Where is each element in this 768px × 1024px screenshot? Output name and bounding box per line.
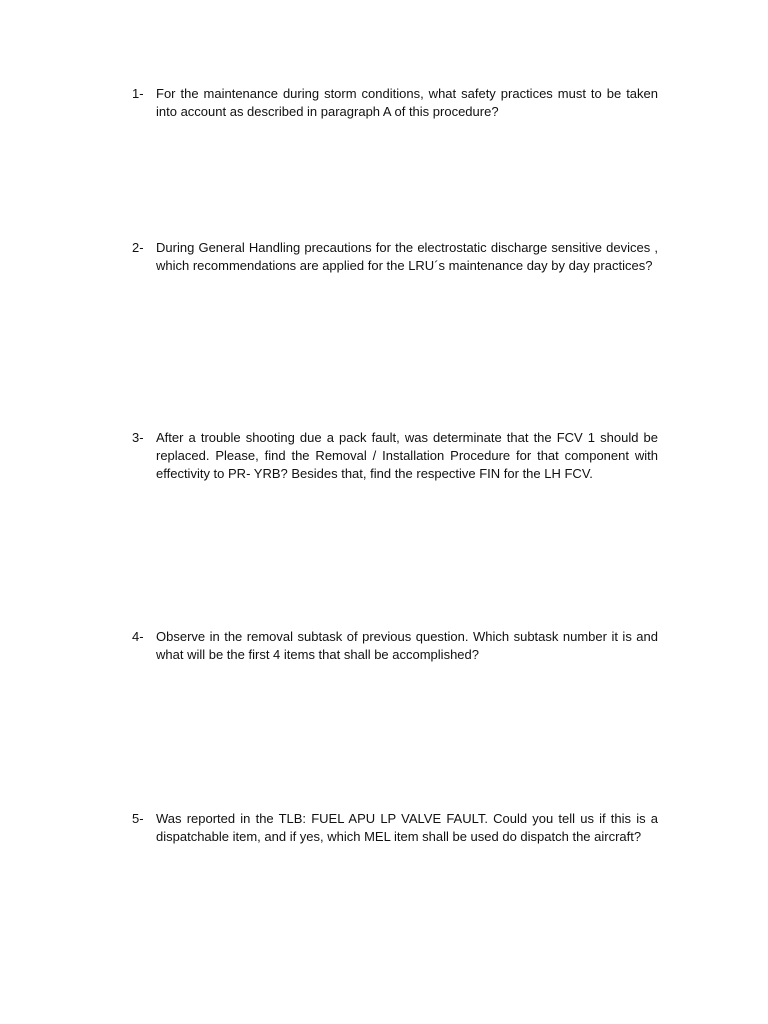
question-3 bbox=[132, 429, 658, 483]
question-2 bbox=[132, 239, 658, 275]
question-text: During General Handling precautions for the electrostatic discharge sensitive devices , which recommendations are applied for the LRU´s maintenance day by day practices? bbox=[156, 240, 658, 273]
question-number: 2- bbox=[132, 240, 144, 255]
question-number: 4- bbox=[132, 629, 144, 644]
question-4 bbox=[132, 628, 658, 664]
question-number: 5- bbox=[132, 811, 144, 826]
question-number: 1- bbox=[132, 86, 144, 101]
question-5 bbox=[132, 810, 658, 846]
question-text: For the maintenance during storm conditions, what safety practices must to be taken into account as described in paragraph A of this procedure? bbox=[156, 86, 658, 119]
question-text: After a trouble shooting due a pack fault, was determinate that the FCV 1 should be replaced. Please, find the Removal / Installation Procedure for that component with effectivity to PR- YRB? Besides that, find the respective FIN for the LH FCV. bbox=[156, 430, 658, 481]
question-1 bbox=[132, 85, 658, 121]
question-text: Was reported in the TLB: FUEL APU LP VALVE FAULT. Could you tell us if this is a dispatchable item, and if yes, which MEL item shall be used do dispatch the aircraft? bbox=[156, 811, 658, 844]
question-text: Observe in the removal subtask of previous question. Which subtask number it is and what will be the first 4 items that shall be accomplished? bbox=[156, 629, 658, 662]
question-number: 3- bbox=[132, 430, 144, 445]
